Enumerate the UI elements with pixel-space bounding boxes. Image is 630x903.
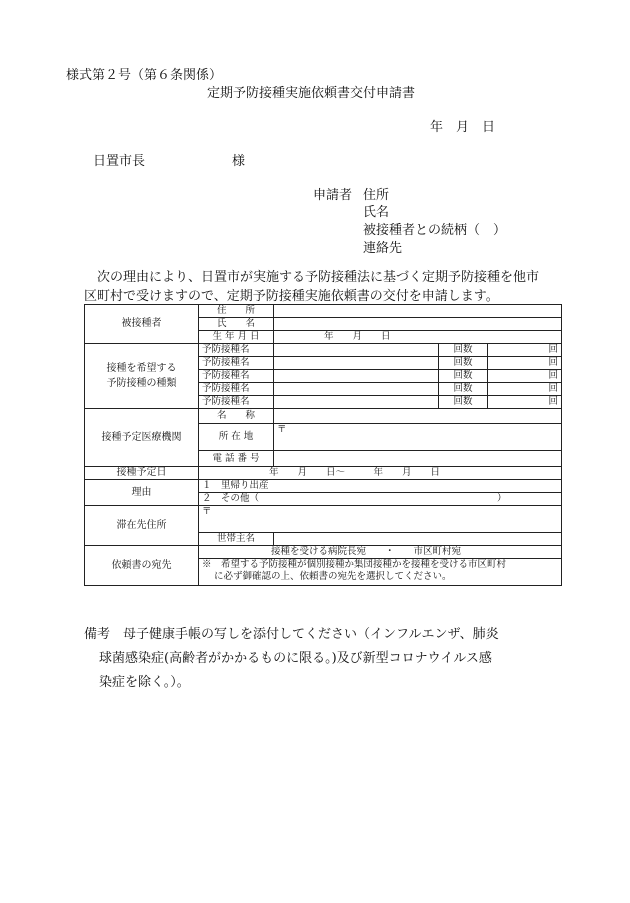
recipient-note bbox=[199, 559, 562, 586]
vaccinee-label: 被接種者 bbox=[85, 305, 199, 344]
remarks-line2: 球菌感染症(高齢者がかかるものに限る。)及び新型コロナウイルス感 bbox=[99, 651, 492, 666]
vaccinee-name-field[interactable] bbox=[274, 318, 562, 331]
householder-label: 世帯主名 bbox=[199, 533, 274, 546]
reason-label: 理由 bbox=[85, 480, 199, 506]
vaccine-name-field[interactable] bbox=[274, 370, 439, 383]
vaccine-row-label: 予防接種名 bbox=[199, 344, 274, 357]
clinic-phone-field[interactable] bbox=[274, 451, 562, 467]
vaccine-type-label-line1: 接種を希望する bbox=[106, 363, 177, 374]
clinic-label: 接種予定医療機関 bbox=[85, 409, 199, 467]
postal-mark: 〒 bbox=[202, 506, 212, 517]
vaccinee-address-field[interactable] bbox=[274, 305, 562, 318]
recipient-choice[interactable]: 接種を受ける病院長宛 ・ 市区町村宛 bbox=[199, 546, 562, 559]
vaccine-name-field[interactable] bbox=[274, 396, 439, 409]
vaccine-count-field[interactable]: 回 bbox=[488, 383, 562, 396]
vaccine-name-field[interactable] bbox=[274, 383, 439, 396]
vaccinee-name-label: 氏 名 bbox=[199, 318, 274, 331]
vaccine-type-label-line2: 予防接種の種類 bbox=[106, 378, 177, 389]
stay-address-label: 滞在先住所 bbox=[85, 506, 199, 546]
form-number: 様式第２号（第６条関係） bbox=[66, 68, 223, 83]
date-line: 年 月 日 bbox=[430, 120, 496, 135]
vaccinee-address-label: 住 所 bbox=[199, 305, 274, 318]
vaccine-count-label: 回数 bbox=[439, 370, 488, 383]
reason-option-2-label: ２ その他（ bbox=[202, 493, 260, 504]
stay-address-field[interactable] bbox=[199, 506, 562, 533]
application-table bbox=[84, 304, 562, 586]
vaccine-row-label: 予防接種名 bbox=[199, 383, 274, 396]
vaccine-name-field[interactable] bbox=[274, 344, 439, 357]
schedule-field[interactable] bbox=[199, 467, 562, 480]
schedule-label: 接種予定日 bbox=[85, 467, 199, 480]
vaccine-name-field[interactable] bbox=[274, 357, 439, 370]
schedule-value: 年 月 日～ 年 月 日 bbox=[269, 467, 441, 478]
remarks-line3: 染症を除く。）。 bbox=[99, 675, 190, 690]
clinic-name-label: 名 称 bbox=[199, 409, 274, 424]
applicant-label: 申請者 bbox=[313, 188, 353, 203]
remarks-line1: 備考 母子健康手帳の写しを添付してください（インフルエンザ、肺炎 bbox=[84, 627, 499, 642]
vaccine-count-field[interactable]: 回 bbox=[488, 357, 562, 370]
body-text-line1: 次の理由により、日置市が実施する予防接種法に基づく定期予防接種を他市 bbox=[97, 270, 540, 285]
vaccine-count-label: 回数 bbox=[439, 383, 488, 396]
honorific: 様 bbox=[232, 154, 246, 169]
applicant-contact: 連絡先 bbox=[363, 241, 403, 256]
vaccine-row-label: 予防接種名 bbox=[199, 370, 274, 383]
vaccine-count-label: 回数 bbox=[439, 396, 488, 409]
applicant-address: 住所 bbox=[363, 188, 390, 203]
document-title: 定期予防接種実施依頼書交付申請書 bbox=[207, 86, 416, 101]
vaccinee-birthdate-label: 生 年 月 日 bbox=[199, 331, 274, 344]
vaccine-count-label: 回数 bbox=[439, 344, 488, 357]
reason-option-1[interactable]: １ 里帰り出産 bbox=[199, 480, 562, 493]
householder-field[interactable] bbox=[274, 533, 562, 546]
recipient-label: 依頼書の宛先 bbox=[85, 546, 199, 586]
vaccinee-birthdate-field[interactable] bbox=[274, 331, 562, 344]
vaccine-count-field[interactable]: 回 bbox=[488, 344, 562, 357]
birthdate-value: 年 月 日 bbox=[324, 331, 391, 342]
vaccine-count-label: 回数 bbox=[439, 357, 488, 370]
clinic-name-field[interactable] bbox=[274, 409, 562, 424]
clinic-phone-label: 電 話 番 号 bbox=[199, 451, 274, 467]
reason-option-2-close: ） bbox=[497, 493, 507, 504]
mayor-addressee: 日置市長 bbox=[93, 154, 146, 169]
recipient-note-line2: に必ず御確認の上、依頼書の宛先を選択してください。 bbox=[214, 571, 452, 582]
vaccine-row-label: 予防接種名 bbox=[199, 357, 274, 370]
vaccine-row-label: 予防接種名 bbox=[199, 396, 274, 409]
applicant-relation: 被接種者との続柄（ ） bbox=[363, 223, 507, 238]
vaccine-type-label bbox=[85, 344, 199, 409]
applicant-name: 氏名 bbox=[363, 205, 390, 220]
body-text-line2: 区町村で受けますので、定期予防接種実施依頼書の交付を申請します。 bbox=[84, 289, 499, 304]
postal-mark: 〒 bbox=[277, 424, 287, 435]
clinic-address-field[interactable] bbox=[274, 424, 562, 451]
clinic-address-label: 所 在 地 bbox=[199, 424, 274, 451]
reason-option-2[interactable] bbox=[199, 493, 562, 506]
recipient-note-line1: ※ 希望する予防接種が個別接種か集団接種かを接種を受ける市区町村 bbox=[202, 559, 507, 570]
vaccine-count-field[interactable]: 回 bbox=[488, 370, 562, 383]
vaccine-count-field[interactable]: 回 bbox=[488, 396, 562, 409]
